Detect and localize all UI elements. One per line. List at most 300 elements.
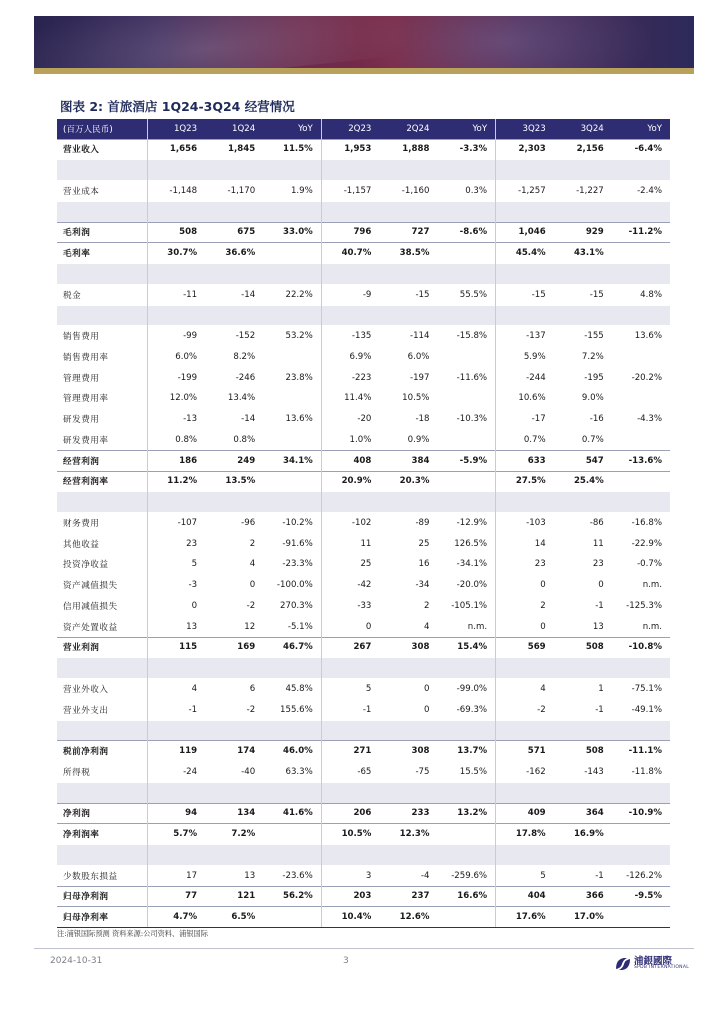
table-cell: 10.6% xyxy=(496,388,554,409)
table-cell xyxy=(147,845,205,866)
table-cell: 11.4% xyxy=(321,388,379,409)
row-label: 少数股东损益 xyxy=(57,865,147,886)
row-label: 经营利润率 xyxy=(57,471,147,492)
table-cell: -137 xyxy=(496,326,554,347)
table-cell: 119 xyxy=(147,741,205,762)
table-cell: -197 xyxy=(379,367,437,388)
table-cell: 9.0% xyxy=(554,388,612,409)
table-cell xyxy=(554,264,612,285)
row-label: 税金 xyxy=(57,284,147,305)
table-cell: 0 xyxy=(147,596,205,617)
table-cell xyxy=(437,471,495,492)
table-cell: 16.9% xyxy=(554,824,612,845)
table-cell: 1,953 xyxy=(321,139,379,160)
row-label: 毛利率 xyxy=(57,243,147,264)
table-cell xyxy=(147,305,205,326)
table-cell: 15.5% xyxy=(437,762,495,783)
table-cell: 1,845 xyxy=(205,139,263,160)
table-cell xyxy=(612,782,670,803)
table-cell: 23 xyxy=(147,533,205,554)
table-cell: -0.7% xyxy=(612,554,670,575)
table-cell: 6.9% xyxy=(321,347,379,368)
table-cell: -11.2% xyxy=(612,222,670,243)
row-label: 资产减值损失 xyxy=(57,575,147,596)
row-label: 营业外收入 xyxy=(57,679,147,700)
table-cell xyxy=(612,264,670,285)
table-cell xyxy=(612,492,670,513)
table-cell: 11.2% xyxy=(147,471,205,492)
table-row xyxy=(57,762,670,783)
table-cell: 4 xyxy=(379,616,437,637)
table-cell xyxy=(612,471,670,492)
table-cell xyxy=(205,264,263,285)
table-cell: 40.7% xyxy=(321,243,379,264)
footer-date: 2024-10-31 xyxy=(50,956,103,966)
row-label: 税前净利润 xyxy=(57,741,147,762)
table-cell: 43.1% xyxy=(554,243,612,264)
row-label xyxy=(57,201,147,222)
table-cell xyxy=(205,201,263,222)
table-cell: 186 xyxy=(147,450,205,471)
table-cell xyxy=(612,720,670,741)
table-cell: 6.0% xyxy=(379,347,437,368)
table-cell xyxy=(496,782,554,803)
table-cell xyxy=(205,720,263,741)
table-cell: 121 xyxy=(205,886,263,907)
table-row xyxy=(57,430,670,451)
table-cell: -15 xyxy=(554,284,612,305)
row-label: 净利润 xyxy=(57,803,147,824)
table-cell xyxy=(554,658,612,679)
table-cell xyxy=(612,430,670,451)
table-cell: 30.7% xyxy=(147,243,205,264)
row-label: 净利润率 xyxy=(57,824,147,845)
table-row xyxy=(57,554,670,575)
table-cell: -86 xyxy=(554,513,612,534)
table-cell: 508 xyxy=(554,741,612,762)
table-row xyxy=(57,637,670,658)
table-cell: 2 xyxy=(205,533,263,554)
table-cell: 17.8% xyxy=(496,824,554,845)
table-cell xyxy=(263,492,321,513)
table-cell xyxy=(379,160,437,181)
table-cell: -11.8% xyxy=(612,762,670,783)
table-cell: 0 xyxy=(554,575,612,596)
table-cell xyxy=(321,160,379,181)
table-cell: 366 xyxy=(554,886,612,907)
table-cell xyxy=(612,305,670,326)
table-cell: 14 xyxy=(496,533,554,554)
table-row xyxy=(57,616,670,637)
row-label: 管理费用率 xyxy=(57,388,147,409)
row-label xyxy=(57,720,147,741)
row-label xyxy=(57,845,147,866)
table-cell: 0.7% xyxy=(554,430,612,451)
table-cell: -12.9% xyxy=(437,513,495,534)
table-cell: -22.9% xyxy=(612,533,670,554)
table-cell xyxy=(437,824,495,845)
row-label: 研发费用 xyxy=(57,409,147,430)
table-row xyxy=(57,222,670,243)
table-cell: -2 xyxy=(205,699,263,720)
table-cell xyxy=(263,907,321,928)
table-cell: 10.4% xyxy=(321,907,379,928)
header-cell: 2Q24 xyxy=(406,123,430,134)
table-cell xyxy=(437,388,495,409)
header-cell: 3Q24 xyxy=(580,123,604,134)
table-cell: 23.8% xyxy=(263,367,321,388)
table-cell: -143 xyxy=(554,762,612,783)
table-cell: 6 xyxy=(205,679,263,700)
table-cell: -17 xyxy=(496,409,554,430)
table-cell: -1,157 xyxy=(321,181,379,202)
table-cell xyxy=(437,243,495,264)
table-cell: 929 xyxy=(554,222,612,243)
table-cell xyxy=(263,264,321,285)
table-cell xyxy=(263,160,321,181)
header-cell: 3Q23 xyxy=(522,123,546,134)
header-banner xyxy=(34,16,694,68)
table-cell: -13 xyxy=(147,409,205,430)
table-cell xyxy=(147,658,205,679)
table-cell xyxy=(379,305,437,326)
table-cell xyxy=(263,347,321,368)
table-cell: 0.8% xyxy=(147,430,205,451)
table-cell: 675 xyxy=(205,222,263,243)
table-cell: -89 xyxy=(379,513,437,534)
table-cell: 23 xyxy=(496,554,554,575)
table-cell: 17.6% xyxy=(496,907,554,928)
table-cell xyxy=(612,845,670,866)
table-cell: 0 xyxy=(321,616,379,637)
header-cell: YoY xyxy=(647,123,662,134)
table-cell: 11.5% xyxy=(263,139,321,160)
table-cell: -195 xyxy=(554,367,612,388)
row-label: 销售费用 xyxy=(57,326,147,347)
table-cell: 6.0% xyxy=(147,347,205,368)
table-cell xyxy=(263,201,321,222)
table-cell xyxy=(263,782,321,803)
table-cell: 13.2% xyxy=(437,803,495,824)
table-row xyxy=(57,575,670,596)
row-label: 营业利润 xyxy=(57,637,147,658)
table-cell: -103 xyxy=(496,513,554,534)
table-cell xyxy=(321,720,379,741)
table-cell xyxy=(496,160,554,181)
table-cell: -75 xyxy=(379,762,437,783)
table-cell: 134 xyxy=(205,803,263,824)
row-label xyxy=(57,264,147,285)
table-cell xyxy=(263,471,321,492)
table-cell xyxy=(612,201,670,222)
table-cell: 10.5% xyxy=(321,824,379,845)
row-label: 所得税 xyxy=(57,762,147,783)
operating-results-table xyxy=(57,119,670,928)
table-cell xyxy=(437,305,495,326)
table-cell xyxy=(612,347,670,368)
row-label: 毛利润 xyxy=(57,222,147,243)
table-cell: -16.8% xyxy=(612,513,670,534)
table-cell xyxy=(496,492,554,513)
table-cell: -4.3% xyxy=(612,409,670,430)
table-cell: 169 xyxy=(205,637,263,658)
table-cell: 27.5% xyxy=(496,471,554,492)
table-cell xyxy=(263,243,321,264)
table-cell: 203 xyxy=(321,886,379,907)
table-cell: 94 xyxy=(147,803,205,824)
table-cell: -42 xyxy=(321,575,379,596)
table-cell: 11 xyxy=(321,533,379,554)
table-cell xyxy=(379,845,437,866)
table-row xyxy=(57,139,670,160)
table-cell: 174 xyxy=(205,741,263,762)
table-cell: 5.9% xyxy=(496,347,554,368)
table-cell: -102 xyxy=(321,513,379,534)
table-cell: 17 xyxy=(147,865,205,886)
table-cell: -15 xyxy=(496,284,554,305)
table-cell: 25 xyxy=(379,533,437,554)
table-cell: 13.4% xyxy=(205,388,263,409)
table-cell: 2 xyxy=(496,596,554,617)
table-cell: 1.9% xyxy=(263,181,321,202)
table-cell: 267 xyxy=(321,637,379,658)
spacer-row xyxy=(57,845,670,866)
row-label: 归母净利率 xyxy=(57,907,147,928)
table-cell: 8.2% xyxy=(205,347,263,368)
table-cell: -1 xyxy=(554,865,612,886)
table-cell: -10.8% xyxy=(612,637,670,658)
table-cell: 5 xyxy=(321,679,379,700)
header-cell: (百万人民币) xyxy=(57,119,147,139)
spacer-row xyxy=(57,264,670,285)
table-cell: 796 xyxy=(321,222,379,243)
table-cell xyxy=(147,264,205,285)
table-cell: -2 xyxy=(205,596,263,617)
table-row xyxy=(57,679,670,700)
table-cell: 249 xyxy=(205,450,263,471)
table-cell: -13.6% xyxy=(612,450,670,471)
table-cell: -155 xyxy=(554,326,612,347)
table-cell: -65 xyxy=(321,762,379,783)
table-row xyxy=(57,907,670,928)
table-cell: 55.5% xyxy=(437,284,495,305)
table-cell: 17.0% xyxy=(554,907,612,928)
table-cell: 22.2% xyxy=(263,284,321,305)
table-cell: -6.4% xyxy=(612,139,670,160)
table-cell xyxy=(496,201,554,222)
table-cell: 12 xyxy=(205,616,263,637)
table-header-row xyxy=(57,119,670,139)
table-cell: 547 xyxy=(554,450,612,471)
table-cell: 1.0% xyxy=(321,430,379,451)
table-cell: -15 xyxy=(379,284,437,305)
table-cell: 45.8% xyxy=(263,679,321,700)
table-cell: 16 xyxy=(379,554,437,575)
table-cell: n.m. xyxy=(437,616,495,637)
table-cell: 0 xyxy=(496,616,554,637)
table-cell xyxy=(321,201,379,222)
table-cell xyxy=(263,305,321,326)
table-cell: -20.0% xyxy=(437,575,495,596)
table-cell: -114 xyxy=(379,326,437,347)
source-note: 注:浦银国际预测 资料来源:公司资料、浦银国际 xyxy=(57,929,208,938)
row-label: 信用减值损失 xyxy=(57,596,147,617)
table-cell: 233 xyxy=(379,803,437,824)
table-cell: 12.3% xyxy=(379,824,437,845)
table-cell xyxy=(554,201,612,222)
table-cell: -40 xyxy=(205,762,263,783)
table-cell: 308 xyxy=(379,741,437,762)
table-cell: -5.9% xyxy=(437,450,495,471)
table-cell: 508 xyxy=(554,637,612,658)
table-cell xyxy=(437,160,495,181)
table-cell: 56.2% xyxy=(263,886,321,907)
row-label xyxy=(57,160,147,181)
table-cell: 409 xyxy=(496,803,554,824)
row-label: 营业成本 xyxy=(57,181,147,202)
table-cell: 10.5% xyxy=(379,388,437,409)
table-cell: -24 xyxy=(147,762,205,783)
table-cell: 46.0% xyxy=(263,741,321,762)
table-cell: -100.0% xyxy=(263,575,321,596)
row-label: 归母净利润 xyxy=(57,886,147,907)
table-cell: -223 xyxy=(321,367,379,388)
table-cell: 23 xyxy=(554,554,612,575)
table-cell: 5 xyxy=(496,865,554,886)
table-cell: -1 xyxy=(147,699,205,720)
table-row xyxy=(57,367,670,388)
table-cell: 5.7% xyxy=(147,824,205,845)
table-cell xyxy=(437,201,495,222)
table-cell: 0.8% xyxy=(205,430,263,451)
row-label: 财务费用 xyxy=(57,513,147,534)
row-label: 销售费用率 xyxy=(57,347,147,368)
page-number: 3 xyxy=(343,956,349,966)
table-cell xyxy=(437,492,495,513)
table-cell: -99 xyxy=(147,326,205,347)
table-cell: -3 xyxy=(147,575,205,596)
table-cell: -8.6% xyxy=(437,222,495,243)
table-cell xyxy=(437,845,495,866)
table-cell xyxy=(612,658,670,679)
table-cell xyxy=(205,845,263,866)
table-cell: -49.1% xyxy=(612,699,670,720)
table-cell: -10.9% xyxy=(612,803,670,824)
table-cell: 4.7% xyxy=(147,907,205,928)
table-row xyxy=(57,824,670,845)
table-cell: 2,303 xyxy=(496,139,554,160)
table-cell: -91.6% xyxy=(263,533,321,554)
table-cell: -34 xyxy=(379,575,437,596)
spacer-row xyxy=(57,305,670,326)
table-cell: 7.2% xyxy=(554,347,612,368)
table-cell xyxy=(554,720,612,741)
table-cell: 77 xyxy=(147,886,205,907)
table-cell: 3 xyxy=(321,865,379,886)
table-cell: -14 xyxy=(205,284,263,305)
table-cell: n.m. xyxy=(612,575,670,596)
table-cell: 727 xyxy=(379,222,437,243)
table-cell xyxy=(437,264,495,285)
table-cell: 5 xyxy=(147,554,205,575)
header-cell: YoY xyxy=(263,119,321,139)
table-row xyxy=(57,596,670,617)
table-cell xyxy=(379,782,437,803)
table-cell: -14 xyxy=(205,409,263,430)
table-cell: 25 xyxy=(321,554,379,575)
table-cell: 384 xyxy=(379,450,437,471)
table-cell: 15.4% xyxy=(437,637,495,658)
row-label xyxy=(57,782,147,803)
table-cell: 41.6% xyxy=(263,803,321,824)
table-cell xyxy=(379,264,437,285)
table-cell: 11 xyxy=(554,533,612,554)
table-cell: 404 xyxy=(496,886,554,907)
table-cell: 20.3% xyxy=(379,471,437,492)
table-cell xyxy=(147,782,205,803)
table-cell xyxy=(612,388,670,409)
table-cell: -1,160 xyxy=(379,181,437,202)
table-cell: -18 xyxy=(379,409,437,430)
row-label: 营业收入 xyxy=(57,139,147,160)
table-cell: 571 xyxy=(496,741,554,762)
header-cell: 1Q23 xyxy=(173,123,198,134)
table-cell: 115 xyxy=(147,637,205,658)
table-cell: -135 xyxy=(321,326,379,347)
table-cell: 4.8% xyxy=(612,284,670,305)
table-cell: 12.0% xyxy=(147,388,205,409)
table-cell: 0 xyxy=(205,575,263,596)
table-cell: -152 xyxy=(205,326,263,347)
table-cell: 0 xyxy=(496,575,554,596)
table-cell: -11.6% xyxy=(437,367,495,388)
table-row xyxy=(57,347,670,368)
table-cell: 13.5% xyxy=(205,471,263,492)
table-cell xyxy=(379,492,437,513)
table-cell: -126.2% xyxy=(612,865,670,886)
table-cell xyxy=(554,160,612,181)
spdb-logo xyxy=(614,953,690,975)
table-cell xyxy=(612,824,670,845)
table-cell: 13.6% xyxy=(612,326,670,347)
table-cell: -11.1% xyxy=(612,741,670,762)
table-cell: -33 xyxy=(321,596,379,617)
table-cell: 4 xyxy=(147,679,205,700)
table-cell: 63.3% xyxy=(263,762,321,783)
footer-divider xyxy=(34,948,694,949)
row-label: 营业外支出 xyxy=(57,699,147,720)
table-cell xyxy=(263,430,321,451)
table-cell: 13.7% xyxy=(437,741,495,762)
figure-title: 图表 2: 首旅酒店 1Q24-3Q24 经营情况 xyxy=(60,99,295,114)
table-cell xyxy=(321,492,379,513)
table-cell: 155.6% xyxy=(263,699,321,720)
table-cell: 0 xyxy=(379,679,437,700)
table-cell xyxy=(496,305,554,326)
spdb-logo-icon xyxy=(614,955,632,973)
table-cell: 4 xyxy=(496,679,554,700)
table-cell: 45.4% xyxy=(496,243,554,264)
table-cell: -20 xyxy=(321,409,379,430)
table-cell: -9 xyxy=(321,284,379,305)
table-cell: 0.3% xyxy=(437,181,495,202)
table-cell xyxy=(379,720,437,741)
table-cell: 33.0% xyxy=(263,222,321,243)
table-cell: -105.1% xyxy=(437,596,495,617)
table-cell: 1 xyxy=(554,679,612,700)
table-cell: 1,888 xyxy=(379,139,437,160)
row-label xyxy=(57,305,147,326)
